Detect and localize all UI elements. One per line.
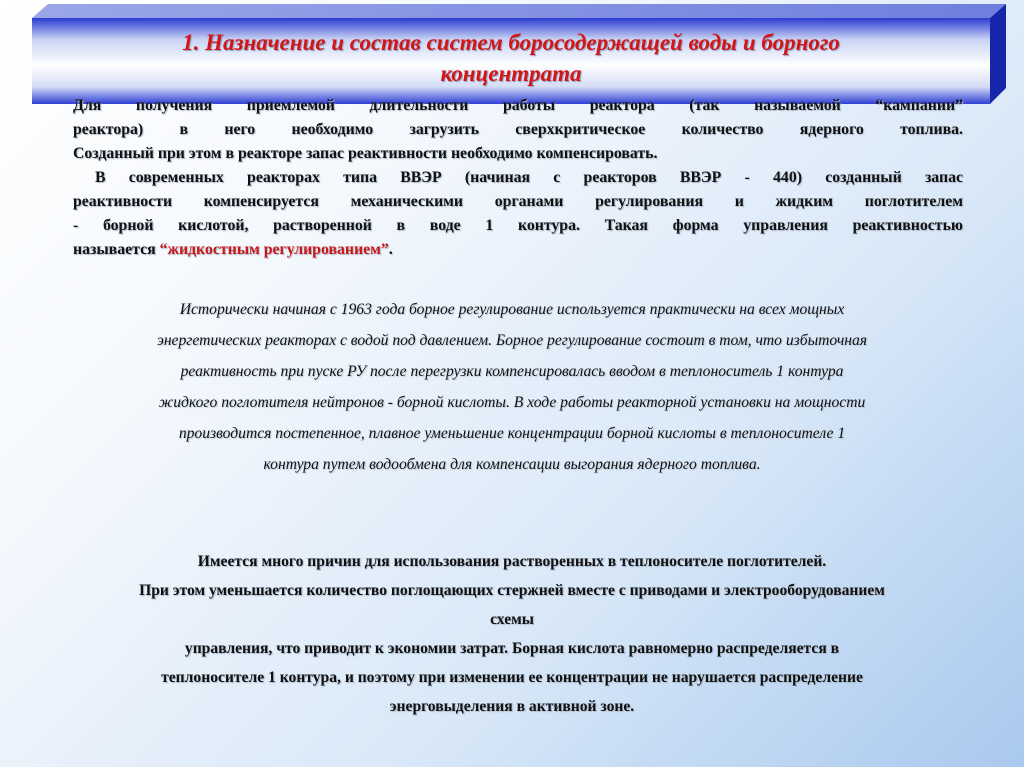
intro-line: Созданный при этом в реакторе запас реактивности необходимо компенсировать. xyxy=(73,145,658,162)
intro-line: реактора) в него необходимо загрузить сверхкритическое количество ядерного топлива. xyxy=(73,121,963,138)
page-title-line-1: 1. Назначение и состав систем боросодержащей воды и борного xyxy=(182,30,840,55)
history-line: реактивность при пуске РУ после перегрузки компенсировалась вводом в теплоноситель 1 контура xyxy=(180,363,844,380)
reasons-line: теплоносителе 1 контура, и поэтому при изменении ее концентрации не нарушается распределение xyxy=(161,669,863,686)
reasons-line: Имеется много причин для использования растворенных в теплоносителе поглотителей. xyxy=(197,553,827,570)
reasons-line: управления, что приводит к экономии затрат. Борная кислота равномерно распределяется в xyxy=(184,640,840,657)
reasons-line: схемы xyxy=(490,611,534,628)
intro-line: Для получения приемлемой длительности работы реактора (так называемой “кампании” xyxy=(73,97,963,114)
intro-paragraph xyxy=(73,94,963,262)
intro-last-line xyxy=(73,238,963,262)
reasons-line: При этом уменьшается количество поглощающих стержней вместе с приводами и электрооборудованием xyxy=(139,582,885,599)
intro-last-suffix: . xyxy=(388,241,393,258)
intro-last-prefix: называется xyxy=(73,241,160,258)
intro-line: В современных реакторах типа ВВЭР (начиная с реакторов ВВЭР - 440) созданный запас xyxy=(95,169,963,186)
intro-line: - борной кислотой, растворенной в воде 1 контура. Такая форма управления реактивностью xyxy=(73,217,963,234)
intro-line: реактивности компенсируется механическими органами регулирования и жидким поглотителем xyxy=(73,193,963,210)
history-line: производится постепенное, плавное уменьшение концентрации борной кислоты в теплоносителе 1 xyxy=(178,425,846,442)
page-title-line-2: концентрата xyxy=(440,61,582,86)
history-line: энергетических реакторах с водой под давлением. Борное регулирование состоит в том, что избыточная xyxy=(156,332,868,349)
history-line: Исторически начиная с 1963 года борное регулирование используется практически на всех мощных xyxy=(179,301,845,318)
reasons-line: энерговыделения в активной зоне. xyxy=(389,698,635,715)
history-line: контура путем водообмена для компенсации выгорания ядерного топлива. xyxy=(263,456,761,473)
history-paragraph xyxy=(20,294,1004,480)
history-line: жидкого поглотителя нейтронов - борной кислоты. В ходе работы реакторной установки на мощности xyxy=(158,394,866,411)
reasons-paragraph xyxy=(10,547,1014,721)
liquid-regulation-term: “жидкостным регулированием” xyxy=(159,241,389,258)
